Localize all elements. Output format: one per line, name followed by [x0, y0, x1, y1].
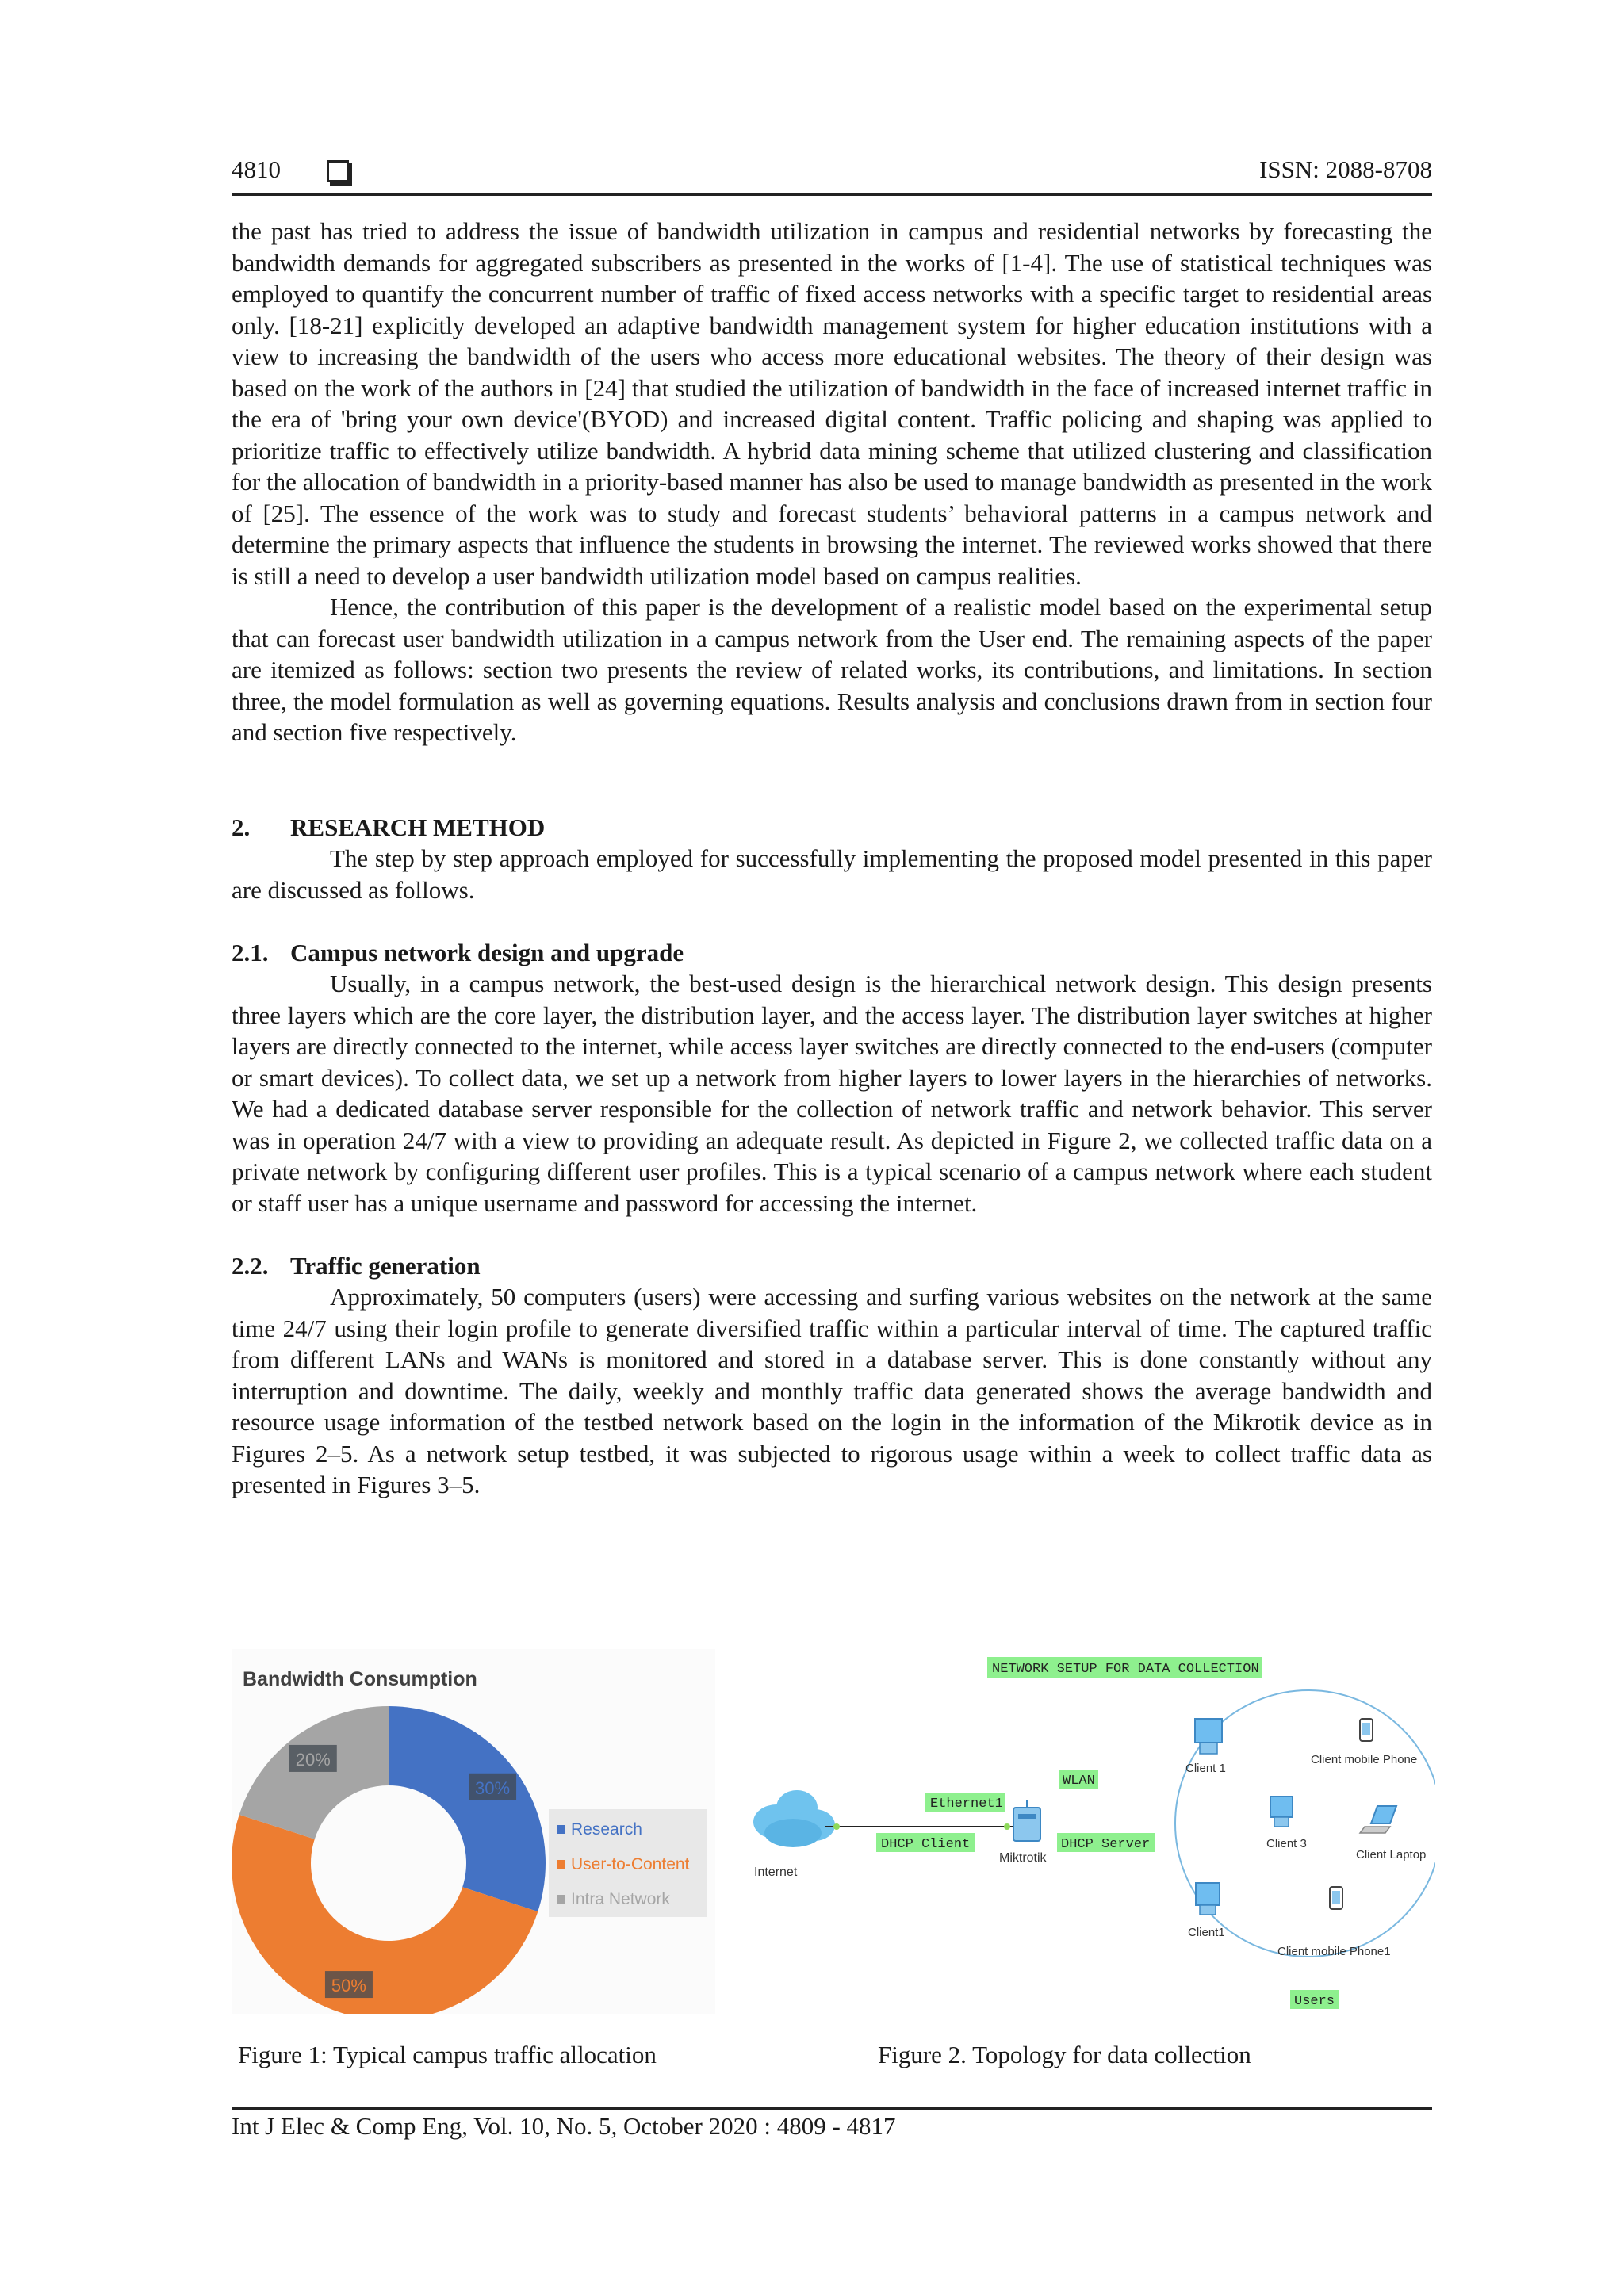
- subsection-heading: [232, 937, 1432, 969]
- legend-swatch: [557, 1895, 565, 1904]
- client-3-label: Client 3: [1266, 1837, 1307, 1850]
- subsection-heading: [232, 1250, 1432, 1282]
- page-number: 4810: [232, 155, 281, 183]
- data-label: 50%: [331, 1976, 366, 1996]
- section-heading: [232, 812, 1432, 844]
- users-label: Users: [1294, 1994, 1335, 2009]
- topology-title: NETWORK SETUP FOR DATA COLLECTION: [992, 1662, 1259, 1677]
- data-label: 30%: [475, 1777, 511, 1798]
- desktop-icon: [1270, 1797, 1293, 1827]
- legend-swatch: [557, 1825, 565, 1834]
- client-mobile-phone1-label: Client mobile Phone1: [1277, 1945, 1391, 1958]
- figure-2-caption: Figure 2. Topology for data collection: [878, 2041, 1251, 2068]
- section-title: RESEARCH METHOD: [290, 813, 546, 841]
- link-endpoint: [1004, 1823, 1010, 1830]
- page-footer: Int J Elec & Comp Eng, Vol. 10, No. 5, October 2020 : 4809 - 4817: [232, 2112, 896, 2140]
- figure-1-caption: Figure 1: Typical campus traffic allocation: [238, 2041, 657, 2068]
- paragraph: the past has tried to address the issue of bandwidth utilization in campus and residential networks by forecasting the bandwidth demands for aggregated subscribers as presented in the works of [1-4]. The use of statistical techniques was employed to quantify the concurrent number of traffic of fixed access networks with a specific target to residential areas only. [18-21] explicitly developed an adaptive bandwidth management system for higher education institutions with a view to increasing the bandwidth of the users who access more educational websites. The theory of their design was based on the work of the authors in [24] that studied the utilization of bandwidth in the face of increased internet traffic in the era of 'bring your own device'(BYOD) and increased digital content. Traffic policing and shaping was applied to prioritize traffic to effectively utilize bandwidth. A hybrid data mining scheme that utilized clustering and classification for the allocation of bandwidth in a priority-based manner has also be used to manage bandwidth as presented in the work of [25]. The essence of the work was to study and forecast students’ behavioral patterns in a campus network and determine the primary aspects that influence the students in browsing the internet. The reviewed works showed that there is still a need to develop a user bandwidth utilization model based on campus realities.: [232, 217, 1432, 590]
- ethernet-label: Ethernet1: [930, 1797, 1003, 1812]
- mobile-phone-icon: [1330, 1887, 1342, 1909]
- issn: ISSN: 2088-8708: [1259, 155, 1432, 183]
- network-topology: [741, 1649, 1435, 2014]
- donut-chart: [232, 1649, 715, 2014]
- client-mobile-phone-label: Client mobile Phone: [1311, 1753, 1418, 1766]
- cloud-icon: [753, 1790, 835, 1847]
- footer-rule: [232, 2107, 1432, 2110]
- paragraph: Usually, in a campus network, the best-used design is the hierarchical network design. This design presents three layers which are the core layer, the distribution layer, and the access layer. The distribution layer switches at higher layers are directly connected to the internet, while access layer switches are directly connected to the end-users (computer or smart devices). To collect data, we set up a network from higher layers to lower layers in the hierarchies of networks. We had a dedicated database server responsible for the collection of network traffic and network behavior. This server was in operation 24/7 with a view to providing an adequate result. As depicted in Figure 2, we collected traffic data on a private network by configuring different user profiles. This is a typical scenario of a campus network where each student or staff user has a unique username and password for accessing the internet.: [232, 970, 1432, 1217]
- donut-slice-intra-network: [239, 1706, 389, 1839]
- paragraph: The step by step approach employed for successfully implementing the proposed model presented in this paper are discussed as follows.: [232, 844, 1432, 904]
- client1-label: Client1: [1188, 1926, 1225, 1939]
- router-icon: [1013, 1800, 1040, 1841]
- chart-title: Bandwidth Consumption: [243, 1668, 477, 1690]
- checkbox-icon: [327, 160, 349, 182]
- link-endpoint: [833, 1823, 840, 1830]
- paragraph: Hence, the contribution of this paper is the development of a realistic model based on the experimental setup that can forecast user bandwidth utilization in a campus network from the User end. The remaining aspects of the paper are itemized as follows: section two presents the review of related works, its contributions, and limitations. In section three, the model formulation as well as governing equations. Results analysis and conclusions drawn from in section four and section five respectively.: [232, 593, 1432, 746]
- dhcp-server-label: DHCP Server: [1061, 1837, 1151, 1852]
- wlan-label: WLAN: [1063, 1774, 1095, 1789]
- dhcp-client-label: DHCP Client: [881, 1837, 971, 1852]
- figure-1: [232, 1649, 715, 2014]
- subsection-title: Campus network design and upgrade: [290, 938, 684, 966]
- subsection-number: 2.1.: [232, 938, 269, 966]
- body-text: [232, 216, 1432, 1501]
- legend-swatch: [557, 1860, 565, 1869]
- desktop-icon: [1196, 1883, 1220, 1915]
- data-label: 20%: [295, 1749, 331, 1770]
- subsection-number: 2.2.: [232, 1251, 269, 1280]
- mikrotik-label: Miktrotik: [999, 1851, 1047, 1865]
- legend-label: Intra Network: [571, 1890, 670, 1908]
- page-header: [232, 155, 1432, 196]
- client-laptop-label: Client Laptop: [1356, 1848, 1427, 1862]
- client-1-label: Client 1: [1185, 1762, 1226, 1775]
- section-number: 2.: [232, 813, 251, 841]
- legend-label: Research: [571, 1820, 642, 1839]
- subsection-title: Traffic generation: [290, 1251, 481, 1280]
- figure-2: [741, 1649, 1435, 2014]
- laptop-icon: [1360, 1806, 1396, 1833]
- donut-slice-research: [389, 1706, 546, 1911]
- internet-label: Internet: [754, 1866, 798, 1879]
- mobile-phone-icon: [1360, 1719, 1373, 1741]
- paragraph: Approximately, 50 computers (users) were accessing and surfing various websites on the network at the same time 24/7 using their login profile to generate diversified traffic within a particular interval of time. The captured traffic from different LANs and WANs is monitored and stored in a database server. This is done constantly without any interruption and downtime. The daily, weekly and monthly traffic data generated shows the average bandwidth and resource usage information of the testbed network based on the login in the information of the Mikrotik device as in Figures 2–5. As a network setup testbed, it was subjected to rigorous usage within a week to collect traffic data as presented in Figures 3–5.: [232, 1283, 1432, 1498]
- legend-label: User-to-Content: [571, 1855, 690, 1873]
